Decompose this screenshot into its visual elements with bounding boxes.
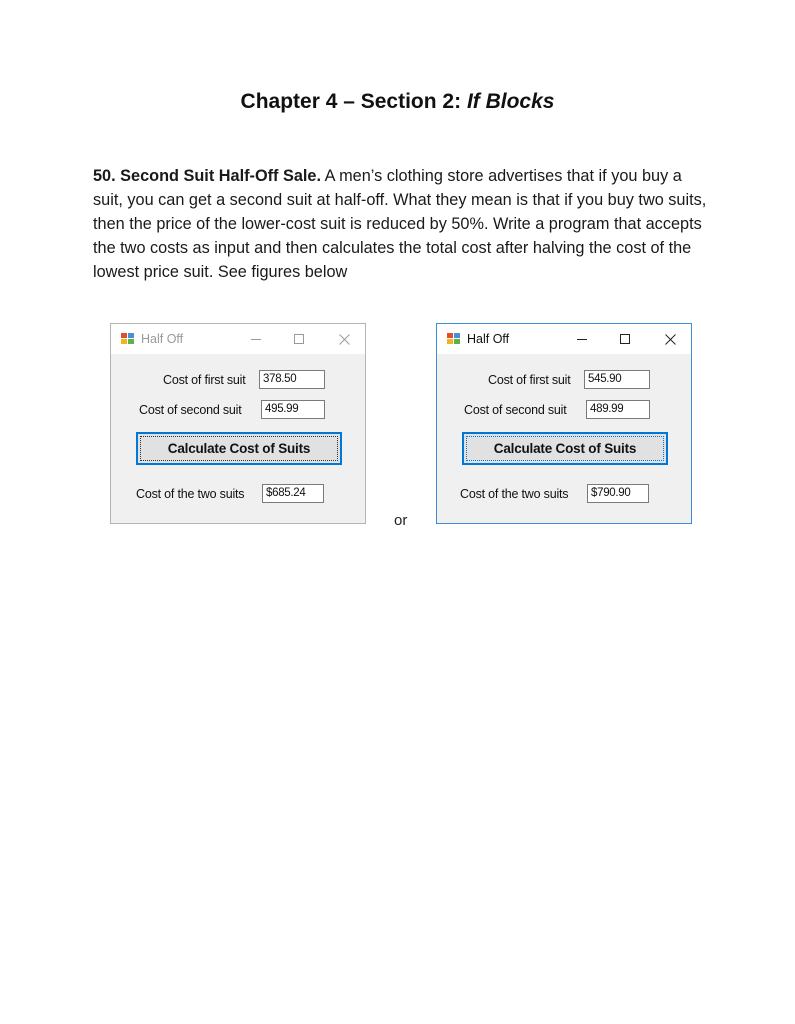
maximize-icon [294, 334, 305, 345]
heading-italic: If Blocks [466, 90, 555, 113]
result-output: $685.24 [262, 484, 324, 503]
page-heading [0, 90, 795, 114]
problem-statement [93, 164, 708, 284]
calculate-button[interactable] [462, 432, 668, 465]
close-button[interactable] [333, 328, 355, 350]
focus-rectangle [140, 436, 338, 461]
first-suit-label: Cost of first suit [163, 373, 246, 387]
first-suit-input[interactable]: 378.50 [259, 370, 325, 389]
problem-title: 50. Second Suit Half-Off Sale. [93, 167, 321, 185]
app-icon [121, 333, 134, 344]
first-suit-label: Cost of first suit [488, 373, 571, 387]
result-label: Cost of the two suits [460, 487, 569, 501]
calculate-button[interactable] [136, 432, 342, 465]
separator-text: or [394, 512, 408, 529]
maximize-button[interactable] [288, 328, 310, 350]
close-icon [339, 334, 350, 345]
second-suit-input[interactable]: 489.99 [586, 400, 650, 419]
first-suit-input[interactable]: 545.90 [584, 370, 650, 389]
minimize-button[interactable] [571, 328, 593, 350]
calculate-button-label: Calculate Cost of Suits [167, 441, 311, 456]
half-off-window-1 [110, 323, 366, 524]
result-output: $790.90 [587, 484, 649, 503]
heading-prefix: Chapter 4 – Section 2: [240, 90, 467, 113]
window-title: Half Off [141, 332, 184, 346]
minimize-button[interactable] [245, 328, 267, 350]
second-suit-label: Cost of second suit [139, 403, 242, 417]
maximize-icon [620, 334, 631, 345]
maximize-button[interactable] [614, 328, 636, 350]
problem-body: A men’s clothing store advertises that if you buy a suit, you can get a second suit at half-off. What they mean is that if you buy two suits, then the price of the lower-cost suit is reduced by 50%. Write a program that accepts the two costs as input and then calculates the total cost after halving the cost of the lowest price suit. See figures below [93, 167, 707, 281]
app-icon [447, 333, 460, 344]
title-bar[interactable] [111, 324, 365, 354]
result-label: Cost of the two suits [136, 487, 245, 501]
second-suit-label: Cost of second suit [464, 403, 567, 417]
window-title: Half Off [467, 332, 510, 346]
close-button[interactable] [659, 328, 681, 350]
minimize-icon [251, 334, 262, 345]
close-icon [665, 334, 676, 345]
focus-rectangle [466, 436, 664, 461]
half-off-window-2 [436, 323, 692, 524]
second-suit-input[interactable]: 495.99 [261, 400, 325, 419]
title-bar[interactable] [437, 324, 691, 354]
minimize-icon [577, 334, 588, 345]
calculate-button-label: Calculate Cost of Suits [493, 441, 637, 456]
